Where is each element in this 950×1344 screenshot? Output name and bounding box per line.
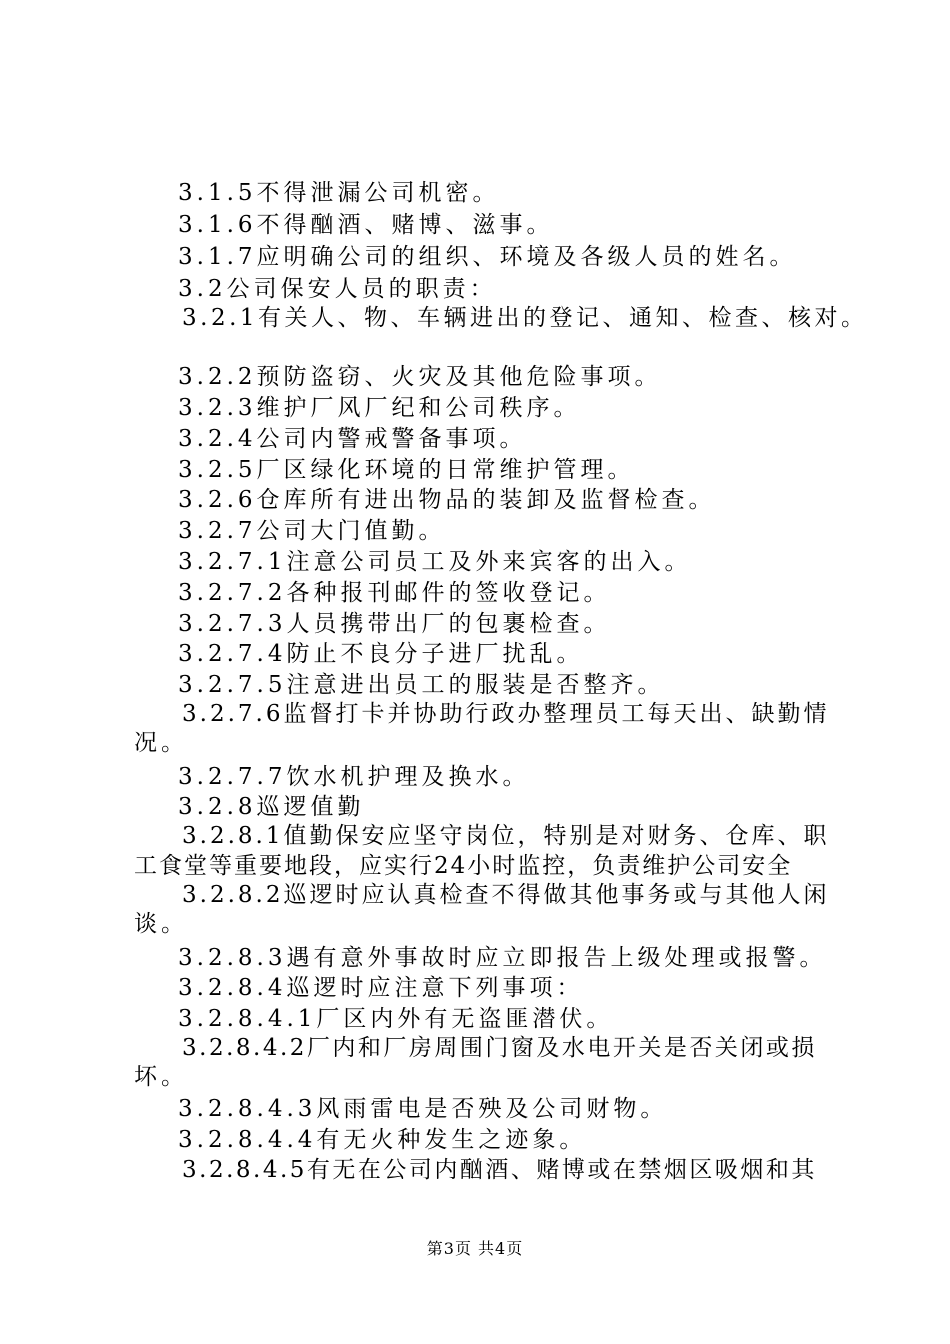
- text-line: 3.2.6仓库所有进出物品的装卸及监督检查。: [178, 487, 716, 513]
- text-line: 3.2.7.7饮水机护理及换水。: [178, 764, 530, 790]
- text-line: 3.2.8.1值勤保安应坚守岗位，特别是对财务、仓库、职: [182, 823, 830, 849]
- text-line: 坏。: [134, 1064, 188, 1090]
- text-line: 3.2.1有关人、物、车辆进出的登记、通知、检查、核对。: [182, 305, 868, 331]
- text-line: 3.2.8.4.4有无火种发生之迹象。: [178, 1127, 587, 1153]
- text-line: 3.2.7.6监督打卡并协助行政办整理员工每天出、缺勤情: [182, 701, 830, 727]
- text-line: 3.1.5不得泄漏公司机密。: [178, 180, 500, 206]
- text-line: 3.1.7应明确公司的组织、环境及各级人员的姓名。: [178, 244, 797, 270]
- text-line: 工食堂等重要地段，应实行24小时监控，负责维护公司安全: [134, 853, 793, 879]
- text-line: 3.2.8.4.2厂内和厂房周围门窗及水电开关是否关闭或损: [182, 1035, 817, 1061]
- text-line: 3.2.8.4.5有无在公司内酗酒、赌博或在禁烟区吸烟和其: [182, 1157, 817, 1183]
- text-line: 3.2.2预防盗窃、火灾及其他危险事项。: [178, 364, 662, 390]
- text-line: 3.2.7.4防止不良分子进厂扰乱。: [178, 641, 584, 667]
- text-line: 3.1.6不得酗酒、赌博、滋事。: [178, 212, 554, 238]
- text-line: 3.2.8.3遇有意外事故时应立即报告上级处理或报警。: [178, 945, 827, 971]
- text-line: 3.2.8巡逻值勤: [178, 794, 365, 820]
- text-line: 况。: [134, 730, 188, 756]
- text-line: 3.2.5厂区绿化环境的日常维护管理。: [178, 457, 635, 483]
- text-line: 3.2.8.4巡逻时应注意下列事项：: [178, 975, 584, 1001]
- text-line: 3.2.4公司内警戒警备事项。: [178, 426, 527, 452]
- text-line: 3.2.7.2各种报刊邮件的签收登记。: [178, 580, 611, 606]
- text-line: 3.2.8.2巡逻时应认真检查不得做其他事务或与其他人闲: [182, 882, 830, 908]
- text-line: 3.2.8.4.3风雨雷电是否殃及公司财物。: [178, 1096, 668, 1122]
- text-line: 3.2.7.5注意进出员工的服装是否整齐。: [178, 672, 665, 698]
- text-line: 3.2.7公司大门值勤。: [178, 518, 446, 544]
- text-line: 3.2.3维护厂风厂纪和公司秩序。: [178, 395, 581, 421]
- text-line: 谈。: [134, 911, 188, 937]
- text-line: 3.2公司保安人员的职责：: [178, 276, 497, 302]
- text-line: 3.2.7.1注意公司员工及外来宾客的出入。: [178, 549, 692, 575]
- text-line: 3.2.8.4.1厂区内外有无盗匪潜伏。: [178, 1006, 614, 1032]
- page-footer: 第3页 共4页: [426, 1239, 524, 1258]
- text-line: 3.2.7.3人员携带出厂的包裹检查。: [178, 611, 611, 637]
